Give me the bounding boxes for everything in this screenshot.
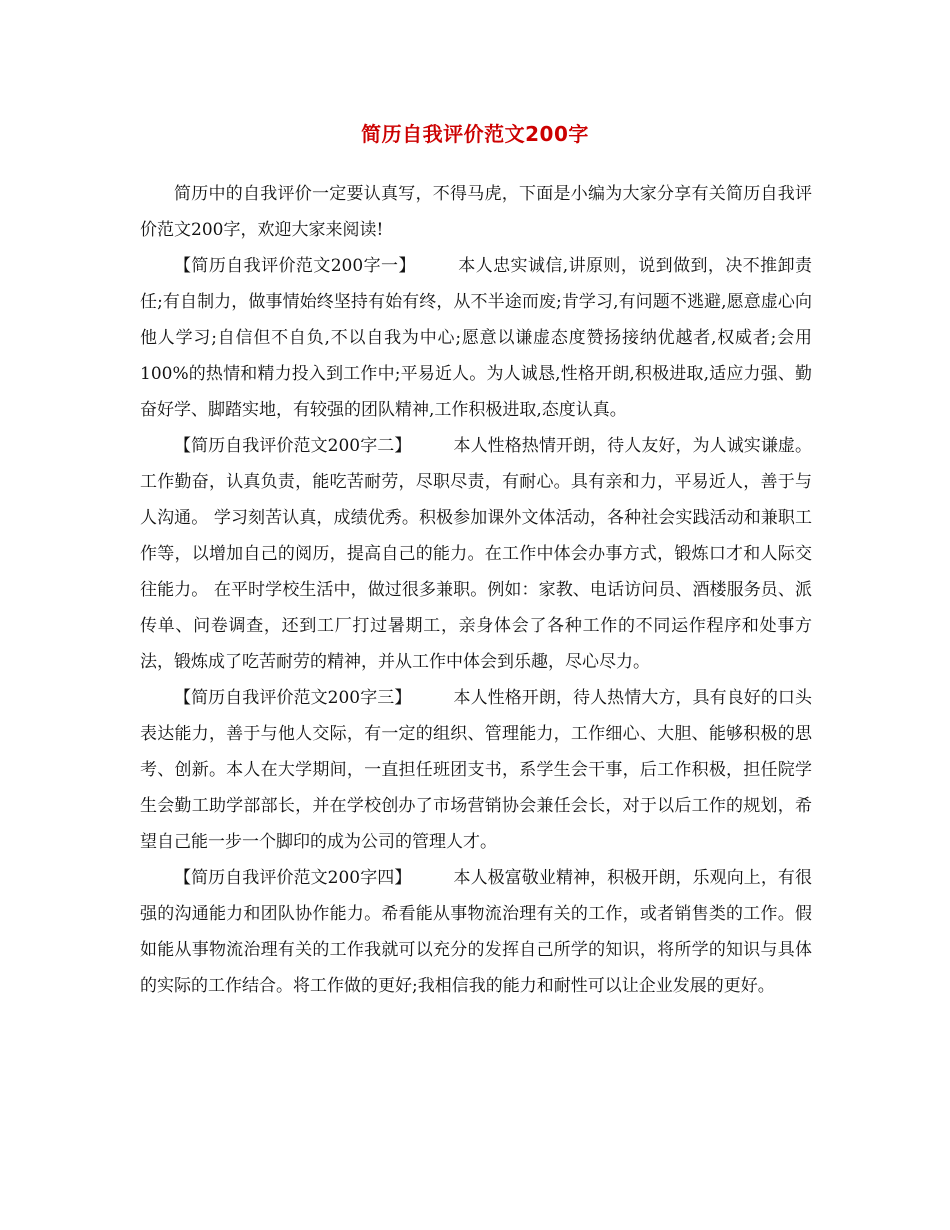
section-heading-3: 【简历自我评价范文200字三】 xyxy=(174,688,412,708)
section-text-4: 本人极富敬业精神，积极开朗，乐观向上，有很强的沟通能力和团队协作能力。希看能从事物流治理有关的工作，或者销售类的工作。假如能从事物流治理有关的工作我就可以充分的发挥自己所学的知识，将所学的知识与具体的实际的工作结合。将工作做的更好;我相信我的能力和耐性可以让企业发展的更好。 xyxy=(140,868,812,996)
document-body xyxy=(140,176,812,1004)
section-heading-4: 【简历自我评价范文200字四】 xyxy=(174,868,412,888)
document-title: 简历自我评价范文200字 xyxy=(361,122,589,146)
section-paragraph-1 xyxy=(140,248,812,428)
intro-paragraph: 简历中的自我评价一定要认真写，不得马虎，下面是小编为大家分享有关简历自我评价范文200字，欢迎大家来阅读! xyxy=(140,184,812,240)
section-text-2: 本人性格热情开朗，待人友好，为人诚实谦虚。工作勤奋，认真负责，能吃苦耐劳，尽职尽责，有耐心。具有亲和力，平易近人，善于与人沟通。 学习刻苦认真，成绩优秀。积极参加课外文体活动，各种社会实践活动和兼职工作等，以增加自己的阅历，提高自己的能力。在工作中体会办事方式，锻炼口才和人际交往能力。 在平时学校生活中，做过很多兼职。例如：家教、电话访问员、酒楼服务员、派传单、问卷调查，还到工厂打过暑期工，亲身体会了各种工作的不同运作程序和处事方法，锻炼成了吃苦耐劳的精神，并从工作中体会到乐趣，尽心尽力。 xyxy=(140,436,812,672)
section-text-3: 本人性格开朗，待人热情大方，具有良好的口头表达能力，善于与他人交际，有一定的组织、管理能力，工作细心、大胆、能够积极的思考、创新。本人在大学期间，一直担任班团支书，系学生会干事，后工作积极，担任院学生会勤工助学部部长，并在学校创办了市场营销协会兼任会长，对于以后工作的规划，希望自己能一步一个脚印的成为公司的管理人才。 xyxy=(140,688,812,852)
section-paragraph-2 xyxy=(140,428,812,680)
section-text-1: 本人忠实诚信,讲原则，说到做到，决不推卸责任;有自制力，做事情始终坚持有始有终，从不半途而废;肯学习,有问题不逃避,愿意虚心向他人学习;自信但不自负,不以自我为中心;愿意以谦虚态度赞扬接纳优越者,权威者;会用100%的热情和精力投入到工作中;平易近人。为人诚恳,性格开朗,积极进取,适应力强、勤奋好学、脚踏实地，有较强的团队精神,工作积极进取,态度认真。 xyxy=(140,256,812,420)
section-heading-2: 【简历自我评价范文200字二】 xyxy=(174,436,412,456)
section-paragraph-4 xyxy=(140,860,812,1004)
section-heading-1: 【简历自我评价范文200字一】 xyxy=(174,256,416,276)
section-paragraph-3 xyxy=(140,680,812,860)
